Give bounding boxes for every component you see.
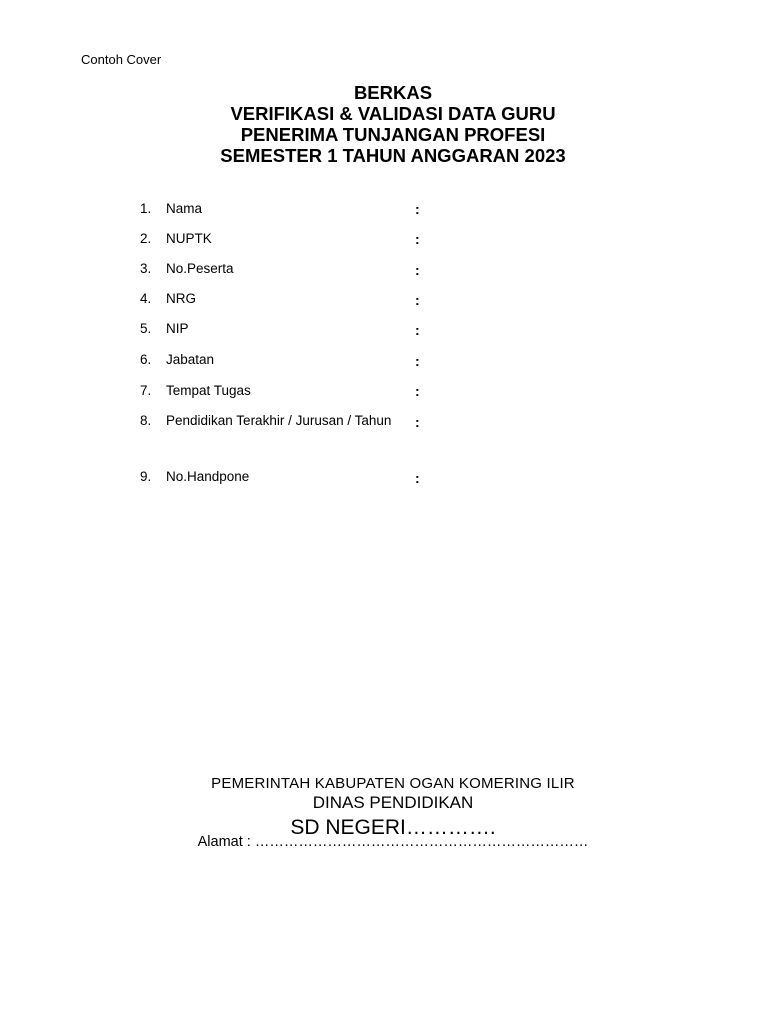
field-colon: : <box>415 262 420 278</box>
field-label: No.Handpone <box>166 469 250 484</box>
field-label: Pendidikan Terakhir / Jurusan / Tahun <box>166 413 392 428</box>
department-name: DINAS PENDIDIKAN <box>312 793 474 812</box>
field-label: No.Peserta <box>166 261 234 276</box>
address-line: Alamat : …………………………………………………………… <box>197 834 589 850</box>
field-number: 9. <box>140 469 152 484</box>
header-note: Contoh Cover <box>81 52 162 67</box>
field-label: Nama <box>166 201 203 216</box>
field-colon: : <box>415 470 420 486</box>
field-number: 8. <box>140 413 152 428</box>
field-colon: : <box>415 201 420 217</box>
title-line-3: PENERIMA TUNJANGAN PROFESI <box>240 124 546 145</box>
field-label: NIP <box>166 321 189 336</box>
field-number: 2. <box>140 231 152 246</box>
field-number: 4. <box>140 291 152 306</box>
field-number: 1. <box>140 201 152 216</box>
field-colon: : <box>415 231 420 247</box>
field-colon: : <box>415 292 420 308</box>
title-line-1: BERKAS <box>353 82 433 103</box>
field-number: 6. <box>140 352 152 367</box>
title-line-2: VERIFIKASI & VALIDASI DATA GURU <box>230 103 556 124</box>
field-number: 3. <box>140 261 152 276</box>
government-name: PEMERINTAH KABUPATEN OGAN KOMERING ILIR <box>211 775 575 792</box>
field-number: 5. <box>140 321 152 336</box>
field-label: Jabatan <box>166 352 215 367</box>
field-colon: : <box>415 322 420 338</box>
field-label: NUPTK <box>166 231 212 246</box>
institution-footer <box>0 774 768 850</box>
school-name: SD NEGERI…………. <box>290 816 496 839</box>
field-number: 7. <box>140 383 152 398</box>
field-colon: : <box>415 414 420 430</box>
title-line-4: SEMESTER 1 TAHUN ANGGARAN 2023 <box>220 145 566 166</box>
field-label: Tempat Tugas <box>166 383 251 398</box>
field-colon: : <box>415 353 420 369</box>
field-colon: : <box>415 383 420 399</box>
document-title <box>0 82 768 166</box>
field-label: NRG <box>166 291 196 306</box>
